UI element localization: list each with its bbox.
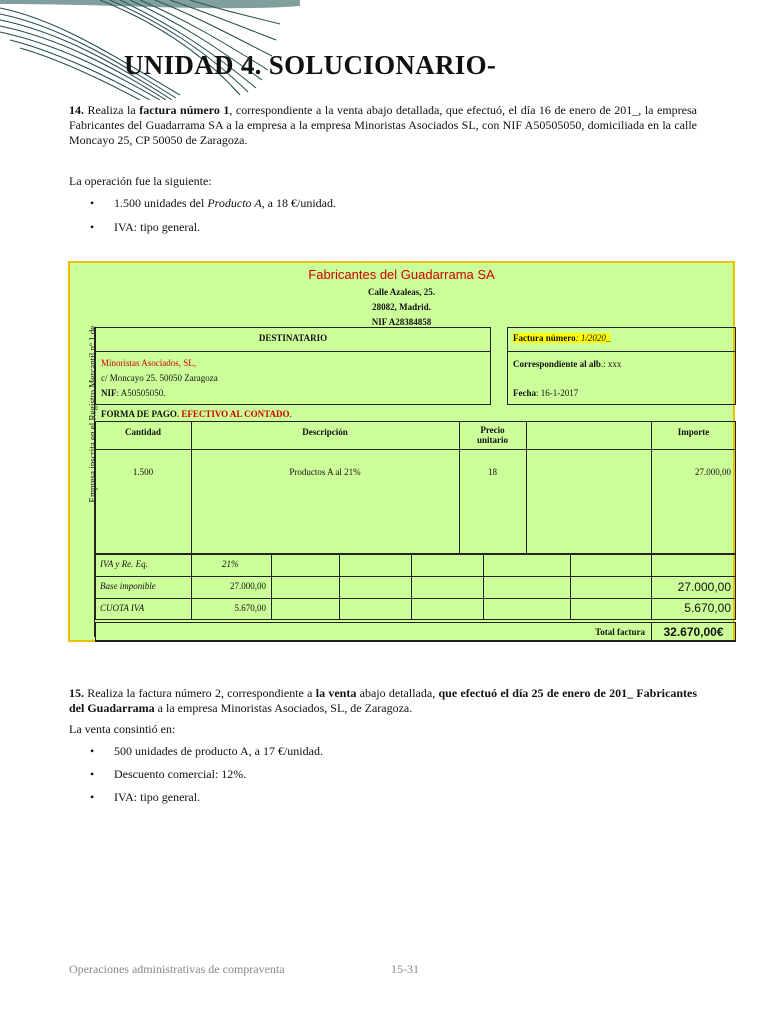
col-descripcion: Descripción [302, 427, 348, 437]
exercise-15-text-c: abajo detallada, [356, 686, 439, 700]
exercise-15-bullet-1: • 500 unidades de producto A, a 17 €/unidad. [90, 744, 323, 758]
row-descripcion: Productos A al 21% [289, 467, 361, 477]
fecha-value: : 16-1-2017 [536, 388, 579, 398]
destinatario-header: DESTINATARIO [258, 333, 328, 343]
iva-value: 21% [222, 559, 239, 569]
cuota-value: 5.670,00 [234, 603, 266, 613]
tax-col-line-4 [411, 554, 412, 620]
footer-page-number: 15-31 [391, 962, 419, 976]
tax-col-line-5 [483, 554, 484, 620]
pago-label: FORMA DE PAGO [101, 409, 177, 419]
exercise-14-text-b: factura número 1 [139, 103, 230, 117]
exercise-14-number: 14. [69, 103, 84, 117]
footer-left: Operaciones administrativas de compraventa [69, 962, 285, 976]
cuota-total: 5.670,00 [684, 601, 731, 615]
col-importe: Importe [677, 427, 710, 437]
exercise-15-text-b: la venta [315, 686, 357, 700]
destinatario-nif-label: NIF [101, 388, 117, 398]
destinatario-divider [95, 351, 491, 352]
exercise-15-text-a: Realiza la factura número 2, correspondiente a [84, 686, 316, 700]
exercise-15-text-d: que efectuó el día 25 de enero de 201_ Fabricantes del Guadarrama [69, 686, 698, 715]
destinatario-nif-value: : A50505050. [116, 388, 166, 398]
base-label: Base imponible [100, 581, 156, 591]
destinatario-street: c/ Moncayo 25. 50050 Zaragoza [101, 373, 218, 383]
iva-label: IVA y Re. Eq. [100, 559, 148, 569]
base-total: 27.000,00 [677, 580, 731, 594]
invoice-company-name: Fabricantes del Guadarrama SA [308, 267, 495, 282]
invoice [68, 261, 735, 642]
exercise-14-bullet-2: • IVA: tipo general. [90, 220, 201, 234]
col-cantidad: Cantidad [124, 427, 161, 437]
row-precio: 18 [488, 467, 497, 477]
invoice-address-1: Calle Azaleas, 25. [368, 287, 435, 297]
exercise-15-text-e: a la empresa Minoristas Asociados, SL, de Zaragoza. [154, 701, 413, 715]
exercise-14-text-c: , correspondiente a la venta abajo detallada, que efectuó, el día 16 de enero de 201_, la empresa Fabricantes del Guadarrama SA a la empresa a la empresa Minoristas Asociados SL, con NIF A50505050, domiciliada en la calle Moncayo 25, CP 50050 de Zaragoza. [69, 103, 697, 147]
col-precio-line-1: Precio [480, 425, 505, 435]
factura-info-divider [507, 351, 736, 352]
invoice-side-text: Empresa inscrita en el Registro Mercantil nº 1 de [87, 325, 98, 503]
row-importe: 27.000,00 [695, 467, 731, 477]
invoice-nif: NIF A28384858 [371, 317, 432, 327]
exercise-14-bullet-1: • 1.500 unidades del Producto A, a 18 €/unidad. [90, 196, 336, 210]
row-cantidad: 1.500 [132, 467, 154, 477]
ex15-bullet-3-text: IVA: tipo general. [114, 790, 201, 804]
bullet-1-text-c: a 18 €/unidad. [264, 196, 336, 210]
col-line-4 [651, 421, 652, 554]
total-label: Total factura [595, 627, 645, 637]
albaran-label: Correspondiente al alb [513, 359, 601, 369]
exercise-15-statement [69, 686, 697, 716]
exercise-14-statement [69, 103, 697, 148]
bullet-1-text-a: 1.500 unidades del [114, 196, 208, 210]
page-title: UNIDAD 4. SOLUCIONARIO- [124, 50, 497, 80]
exercise-14-intro: La operación fue la siguiente: [69, 174, 212, 188]
ex15-bullet-1-text: 500 unidades de producto A, a 17 €/unidad. [114, 744, 323, 758]
invoice-address-2: 28082, Madrid. [372, 302, 431, 312]
ex15-bullet-2-text: Descuento comercial: 12%. [114, 767, 247, 781]
cuota-label: CUOTA IVA [100, 603, 145, 613]
exercise-14-text-a: Realiza la [84, 103, 140, 117]
factura-number-label: Factura número [513, 333, 576, 343]
col-precio-line-2: unitario [476, 435, 508, 445]
exercise-15-intro: La venta consintió en: [69, 722, 176, 736]
col-line-1 [191, 421, 192, 554]
base-value: 27.000,00 [230, 581, 266, 591]
tax-col-line-3 [339, 554, 340, 620]
factura-number-value: : 1/2020_ [575, 333, 611, 343]
col-line-3 [526, 421, 527, 554]
destinatario-name: Minoristas Asociados, SL, [101, 358, 197, 368]
exercise-15-bullet-2: • Descuento comercial: 12%. [90, 767, 247, 781]
exercise-15-bullet-3: • IVA: tipo general. [90, 790, 201, 804]
tax-col-line-6 [570, 554, 571, 620]
fecha-label: Fecha [513, 388, 536, 398]
albaran-value: .: xxx [600, 359, 622, 369]
bullet-1-product: Producto A, [207, 196, 265, 210]
pago-value: . EFECTIVO AL CONTADO [176, 409, 290, 419]
tax-col-line-2 [271, 554, 272, 620]
exercise-15-number: 15. [69, 686, 84, 700]
pago-end: . [289, 409, 292, 419]
bullet-2-text: IVA: tipo general. [114, 220, 201, 234]
total-value: 32.670,00€ [663, 625, 724, 639]
col-precio [459, 425, 526, 445]
